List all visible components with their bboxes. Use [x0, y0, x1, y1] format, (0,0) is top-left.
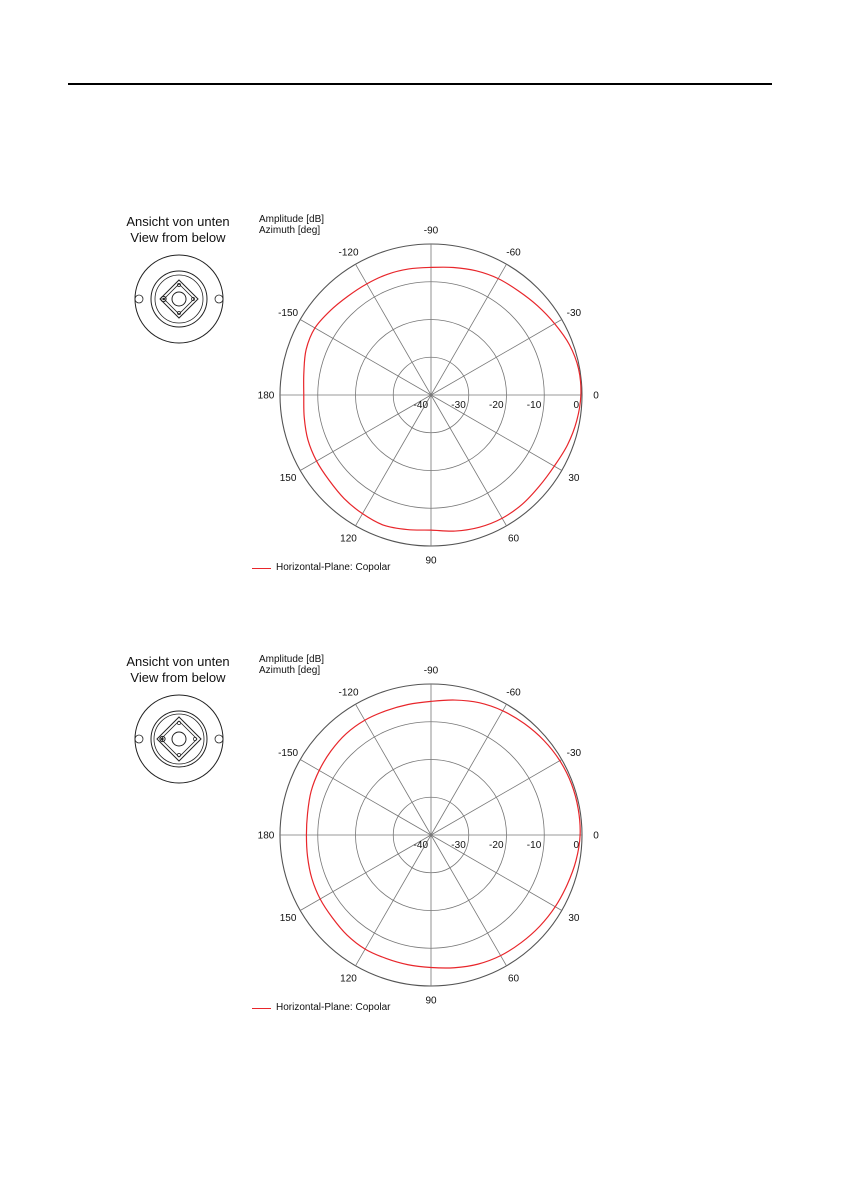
polar-radiation-chart	[250, 215, 610, 575]
azimuth-axis-label: Azimuth [deg]	[259, 225, 321, 236]
grid-spoke	[431, 395, 507, 526]
grid-spoke	[431, 320, 562, 396]
antenna-bottom-view-icon	[130, 250, 228, 348]
radial-tick-label: -40	[413, 840, 428, 851]
grid-spoke	[356, 835, 432, 966]
angle-tick-label: 150	[279, 473, 297, 484]
angle-tick-label: -120	[338, 247, 359, 259]
antenna-pattern-figure-2	[0, 645, 842, 1045]
angle-tick-label: 60	[507, 973, 520, 985]
radial-tick-label: -20	[489, 840, 504, 851]
caption-english: View from below	[130, 670, 226, 685]
angle-tick-label: 0	[593, 830, 599, 842]
angle-tick-label: -30	[566, 748, 582, 759]
amplitude-axis-label: Amplitude [dB]	[259, 214, 325, 225]
angle-tick-label: -30	[566, 308, 582, 319]
legend-label: Horizontal-Plane: Copolar	[276, 1002, 391, 1013]
legend-swatch	[252, 1008, 271, 1009]
grid-spoke	[300, 395, 431, 471]
angle-tick-label: -120	[338, 687, 359, 699]
grid-spoke	[431, 760, 562, 836]
angle-tick-label: -90	[423, 225, 439, 237]
azimuth-axis-label: Azimuth [deg]	[259, 665, 321, 676]
angle-tick-label: 120	[340, 533, 357, 545]
angle-tick-label: 150	[279, 913, 297, 924]
radial-tick-label: -40	[413, 400, 428, 411]
grid-spoke	[431, 264, 507, 395]
angle-tick-label: 30	[568, 913, 580, 924]
grid-spoke	[356, 395, 432, 526]
header-rule	[68, 83, 772, 85]
grid-spoke	[431, 704, 507, 835]
amplitude-axis-label: Amplitude [dB]	[259, 654, 325, 665]
radial-tick-label: 0	[573, 400, 579, 411]
legend-label: Horizontal-Plane: Copolar	[276, 562, 391, 573]
radial-tick-label: -20	[489, 400, 504, 411]
angle-tick-label: 120	[340, 973, 357, 985]
radial-tick-label: -30	[451, 400, 466, 411]
angle-tick-label: -150	[278, 748, 299, 759]
caption-german: Ansicht von unten	[126, 214, 230, 229]
angle-tick-label: -150	[278, 308, 299, 319]
grid-spoke	[300, 320, 431, 396]
angle-tick-label: -90	[423, 665, 439, 677]
angle-tick-label: 90	[425, 995, 437, 1007]
radial-tick-label: -10	[526, 400, 542, 411]
radial-tick-label: -10	[526, 840, 542, 851]
angle-tick-label: -60	[506, 687, 521, 699]
angle-tick-label: 180	[257, 830, 275, 842]
angle-tick-label: 60	[507, 533, 520, 545]
caption-english: View from below	[130, 230, 226, 245]
angle-tick-label: -60	[506, 247, 521, 259]
grid-spoke	[300, 760, 431, 836]
angle-tick-label: 0	[593, 390, 599, 402]
angle-tick-label: 180	[257, 390, 275, 402]
series-line-copolar	[306, 700, 580, 968]
angle-tick-label: 30	[568, 473, 580, 484]
grid-spoke	[356, 704, 432, 835]
polar-radiation-chart	[250, 655, 610, 1015]
radial-tick-label: -30	[451, 840, 466, 851]
caption-german: Ansicht von unten	[126, 654, 230, 669]
antenna-bottom-view-icon	[130, 690, 228, 788]
legend-swatch	[252, 568, 271, 569]
radial-tick-label: 0	[573, 840, 579, 851]
angle-tick-label: 90	[425, 555, 437, 567]
grid-spoke	[431, 835, 507, 966]
antenna-pattern-figure-1	[0, 205, 842, 605]
